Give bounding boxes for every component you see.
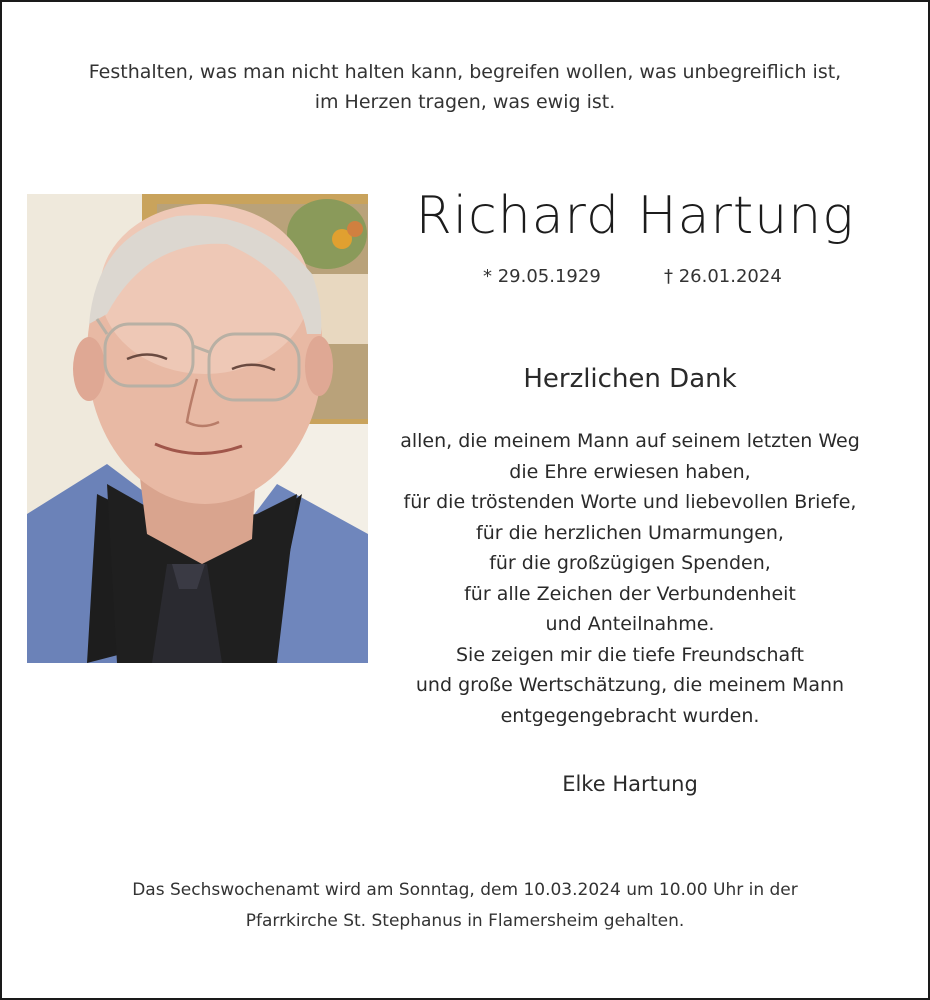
signature: Elke Hartung [562,772,698,796]
thanks-line: Sie zeigen mir die tiefe Freundschaft [456,643,804,666]
thanks-heading: Herzlichen Dank [523,364,737,394]
motto-line-2: im Herzen tragen, was ewig ist. [314,91,616,113]
deceased-name: Richard Hartung [415,186,855,246]
thanks-line: und große Wertschätzung, die meinem Mann [415,674,845,696]
portrait-photo [27,194,368,663]
service-notice [0,875,930,937]
thanks-line: und Anteilnahme. [545,613,715,635]
motto-quote [0,57,930,117]
portrait-image [27,194,368,663]
thanks-line: für alle Zeichen der Verbundenheit [464,582,796,605]
birth-date: * 29.05.1929 [483,266,601,287]
service-line-2: Pfarrkirche St. Stephanus in Flamersheim gehalten. [245,911,685,931]
thanks-line: für die tröstenden Worte und liebevollen Briefe, [403,491,857,513]
thanks-line: die Ehre erwiesen haben, [509,460,751,483]
thanks-text [380,426,880,731]
thanks-line: entgegengebracht wurden. [500,704,760,727]
death-date: † 26.01.2024 [664,266,782,287]
thanks-line: für die großzügigen Spenden, [489,552,771,574]
thanks-line: für die herzlichen Umarmungen, [476,521,784,544]
motto-line-1: Festhalten, was man nicht halten kann, begreifen wollen, was unbegreiflich ist, [88,61,842,83]
thanks-line: allen, die meinem Mann auf seinem letzten Weg [400,430,860,452]
service-line-1: Das Sechswochenamt wird am Sonntag, dem 10.03.2024 um 10.00 Uhr in der [132,880,798,900]
